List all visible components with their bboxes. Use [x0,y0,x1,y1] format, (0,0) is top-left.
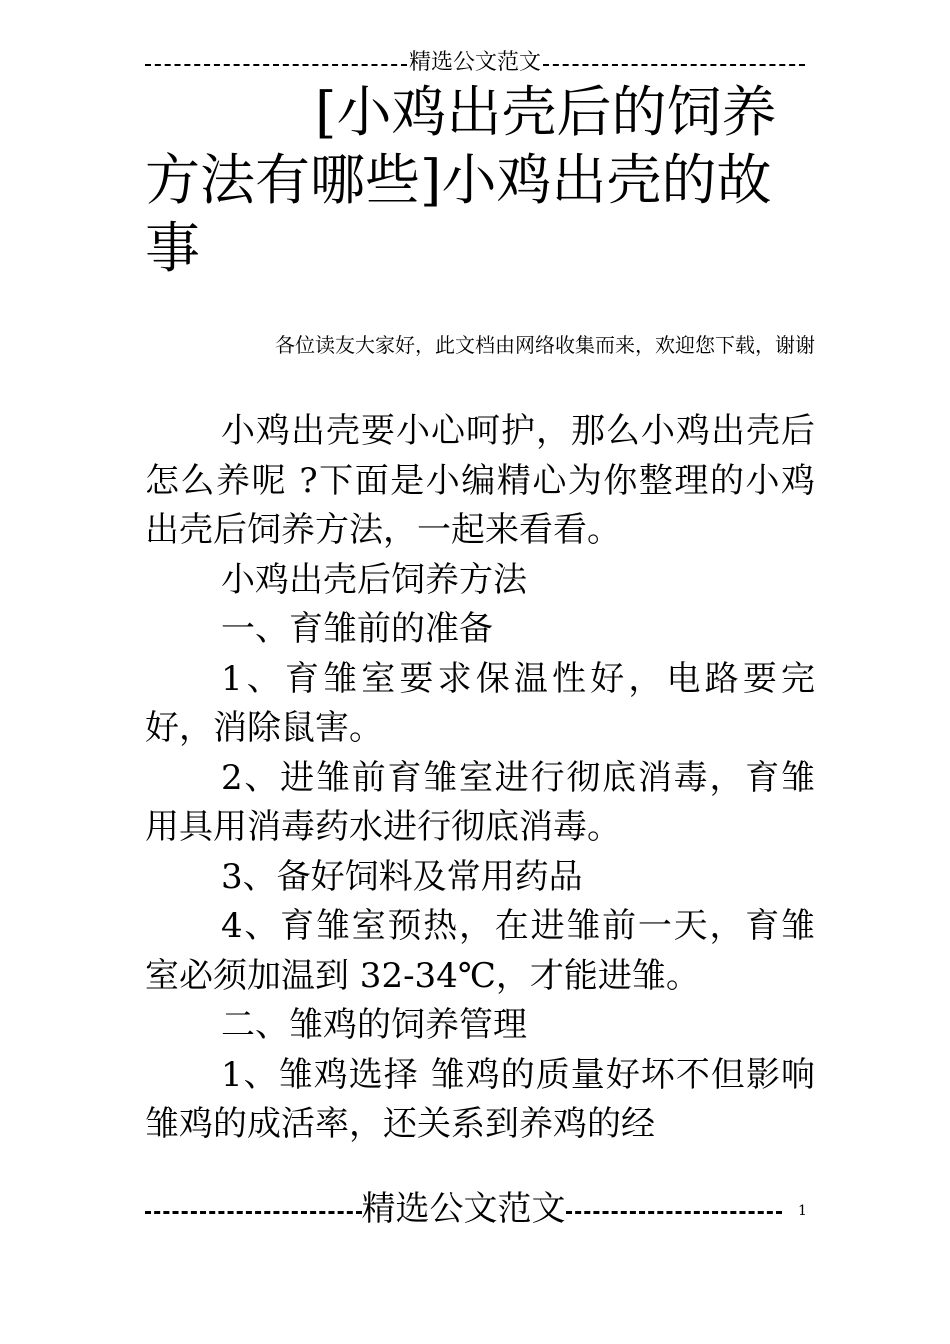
paragraph: 小鸡出壳要小心呵护，那么小鸡出壳后怎么养呢 ?下面是小编精心为你整理的小鸡出壳后饲养方法，一起来看看。 [145,411,815,550]
paragraph: 1、育雏室要求保温性好，电路要完好，消除鼠害。 [145,658,815,748]
paragraph: 4、育雏室预热，在进雏前一天，育雏室必须加温到 32-34℃，才能进雏。 [145,906,815,996]
document-title: [小鸡出壳后的饲养方法有哪些]小鸡出壳的故事 [145,80,777,280]
header-dash-right [543,64,805,66]
paragraph: 2、进雏前育雏室进行彻底消毒，育雏用具用消毒药水进行彻底消毒。 [145,757,815,847]
page-footer [145,1185,782,1233]
page-header [145,48,805,78]
footer-label: 精选公文范文 [361,1189,566,1229]
page-number: 1 [798,1203,807,1219]
section-heading: 二、雏鸡的饲养管理 [221,1005,527,1045]
header-label: 精选公文范文 [409,50,542,75]
greeting-text: 各位读友大家好，此文档由网络收集而来，欢迎您下载，谢谢 [275,333,815,357]
paragraph: 3、备好饲料及常用药品 [221,856,583,897]
section-heading: 小鸡出壳后饲养方法 [221,559,527,600]
header-dash-left [145,64,407,66]
paragraph: 1、雏鸡选择 雏鸡的质量好坏不但影响雏鸡的成活率，还关系到养鸡的经 [145,1054,815,1144]
footer-dash-left [145,1211,362,1214]
footer-dash-right [566,1211,783,1214]
document-body [145,407,815,1150]
section-heading: 一、育雏前的准备 [221,609,493,649]
